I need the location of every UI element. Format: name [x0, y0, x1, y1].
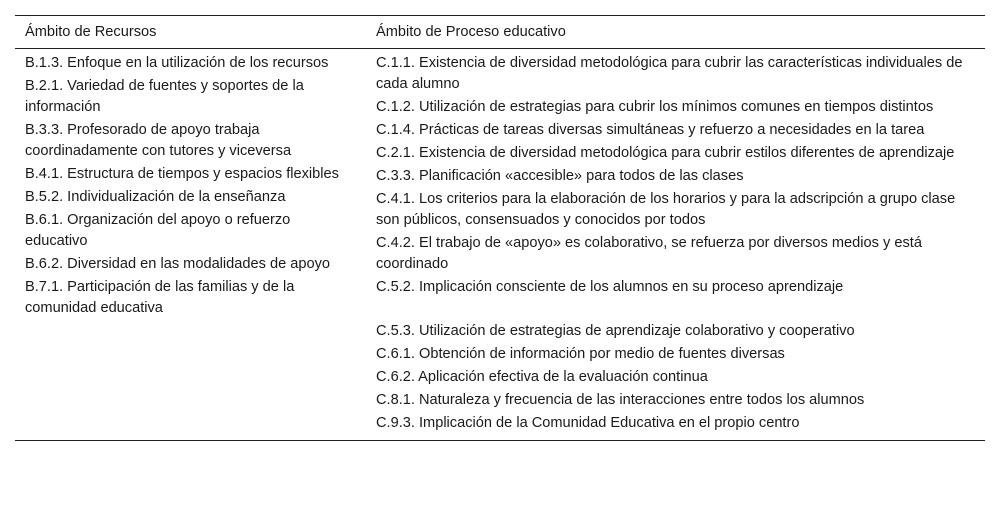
- header-proceso: Ámbito de Proceso educativo: [376, 24, 566, 40]
- proceso-item: C.4.2. El trabajo de «apoyo» es colaborativo, se refuerza por diversos medios y está coordinado: [376, 235, 922, 272]
- recursos-item: B.5.2. Individualización de la enseñanza: [25, 189, 286, 205]
- table-row: [15, 49, 985, 441]
- proceso-item: C.6.2. Aplicación efectiva de la evaluación continua: [376, 369, 708, 385]
- recursos-item: B.7.1. Participación de las familias y de la comunidad educativa: [25, 279, 295, 316]
- table-header: [15, 16, 985, 49]
- proceso-item: C.8.1. Naturaleza y frecuencia de las interacciones entre todos los alumnos: [376, 392, 865, 408]
- recursos-item: B.3.3. Profesorado de apoyo trabaja coordinadamente con tutores y viceversa: [25, 122, 292, 159]
- recursos-item: B.6.2. Diversidad en las modalidades de apoyo: [25, 256, 331, 272]
- header-row: [15, 16, 985, 49]
- proceso-item: C.9.3. Implicación de la Comunidad Educativa en el propio centro: [376, 415, 800, 431]
- proceso-item: C.1.1. Existencia de diversidad metodológica para cubrir las características individuales de cada alumno: [376, 55, 963, 92]
- proceso-item: C.4.1. Los criterios para la elaboración de los horarios y para la adscripción a grupo clase son públicos, consensuados y conocidos por todos: [376, 191, 956, 228]
- proceso-item: C.2.1. Existencia de diversidad metodológica para cubrir estilos diferentes de aprendizaje: [376, 145, 955, 161]
- table-body: [15, 49, 985, 441]
- header-recursos: Ámbito de Recursos: [25, 24, 157, 40]
- indicators-table-container: [15, 15, 985, 441]
- proceso-item: C.5.3. Utilización de estrategias de aprendizaje colaborativo y cooperativo: [376, 323, 855, 339]
- proceso-item: C.6.1. Obtención de información por medio de fuentes diversas: [376, 346, 785, 362]
- proceso-item: C.3.3. Planificación «accesible» para todos de las clases: [376, 168, 744, 184]
- proceso-item: C.5.2. Implicación consciente de los alumnos en su proceso aprendizaje: [376, 279, 844, 295]
- indicators-table: [15, 15, 985, 441]
- proceso-cell: [366, 49, 985, 441]
- recursos-item: B.4.1. Estructura de tiempos y espacios flexibles: [25, 166, 339, 182]
- recursos-item: B.6.1. Organización del apoyo o refuerzo educativo: [25, 212, 291, 249]
- proceso-item: C.1.4. Prácticas de tareas diversas simultáneas y refuerzo a necesidades en la tarea: [376, 122, 925, 138]
- proceso-item: C.1.2. Utilización de estrategias para cubrir los mínimos comunes en tiempos distintos: [376, 99, 934, 115]
- recursos-cell: [15, 49, 366, 441]
- recursos-item: B.2.1. Variedad de fuentes y soportes de la información: [25, 78, 304, 115]
- recursos-item: B.1.3. Enfoque en la utilización de los recursos: [25, 55, 329, 71]
